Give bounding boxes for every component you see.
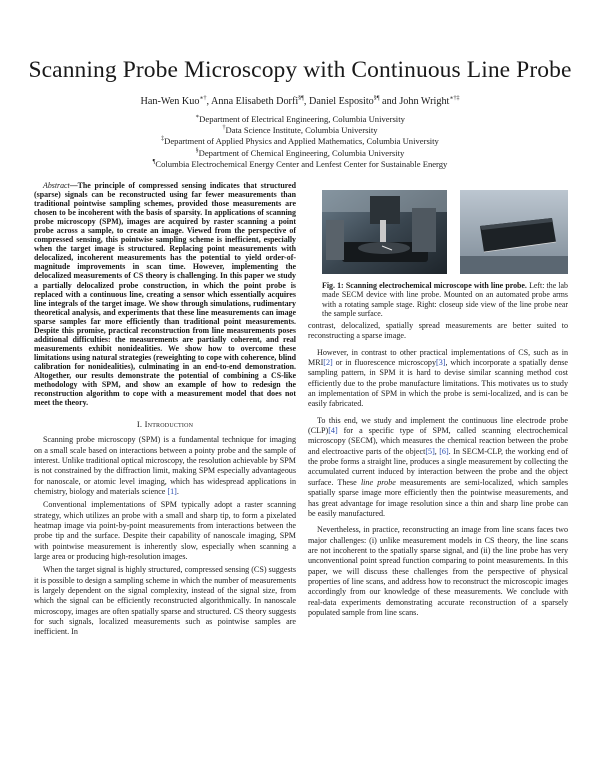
abstract [34,181,296,407]
paragraph-text: To this end, we study and implement the continuous line electrode probe (CLP) [308,415,568,436]
author-name: Daniel Esposito [308,96,374,107]
paragraph-text: contrast, delocalized, spatially spread measurements are better suited to reconstructing a sparse image. [308,321,568,341]
body-paragraph [308,525,568,618]
figure-1 [308,190,568,274]
secm-device-photo [322,190,447,274]
author-marks: ∗† [199,95,207,102]
citation-link[interactable]: [2] [323,358,333,368]
affiliation-line [0,159,600,170]
affiliation-line [0,136,600,147]
affiliations [0,114,600,170]
affiliation-line [0,148,600,159]
body-paragraph [308,348,568,410]
author-name: John Wright [399,96,450,107]
body-paragraph [308,416,568,519]
paragraph-text: , [434,446,440,456]
body-paragraph [34,565,296,637]
paragraph-text: Conventional implementations of SPM typically adopt a raster scanning strategy, which utilizes an probe with a small and sharp tip, to form a pixelated heatmap image via point-by-point measurements from interactions between the probe tip and the surface. Despite their capability of nanoscale imaging, SPM with pointwise measurement is inherently slow, especially when scanning a large area or producing high-resolution images. [34,500,296,561]
paragraph-text: Scanning probe microscopy (SPM) is a fundamental technique for imaging on a small scale based on interactions between a pointy probe and the sample of interest. Unlike traditional optical microscopy, the resolution achievable by SPM is not constrained by the diffraction limit, making SPM especially advantageous for nanoscale, or atomic level imaging, which has widespread applications in chemistry, biology and materials science [34,435,296,496]
paragraph-text: However, in contrast to other practical implementations of CS, such as in MRI [308,347,568,368]
paragraph-text: Nevertheless, in practice, reconstructing an image from line scans faces two major challenges: (i) unlike measurement models in CS theory, the line scans are not incoherent to the spatially sparse signal, and (ii) the line probe has very unconventional point spread function comparing to point measurements. In this paper, we will discuss these challenges from the perspective of physical properties of line scans, and address how to reconstruct the microscopic images accordingly from our knowledge of these measurements. We conclude with real-data experiments demonstrating accurate reconstruction of a sparsely populated sample from line scans. [308,525,568,617]
abstract-dash: — [69,181,78,190]
section-heading [34,419,296,429]
author-line [0,96,600,107]
figure-caption-text: Left: the lab made SECM device with line probe. Mounted on an automated probe arms with a rotating sample stage. Right: closeup side view of the line probe near the sample surface. [322,281,568,319]
author-marks: ∗†‡ [449,95,460,102]
affiliation-mark: ∗ [195,114,200,121]
affiliation-mark: ¶ [152,158,156,165]
line-probe-closeup-photo [460,190,568,274]
figure-block [308,190,568,319]
author-marks: §¶ [373,95,380,102]
affiliation-text: Department of Electrical Engineering, Columbia University [199,114,405,124]
left-column [34,181,296,641]
intro-right-text [308,321,568,621]
affiliation-text: Department of Chemical Engineering, Columbia University [198,147,405,158]
affiliation-text: Department of Applied Physics and Applied Mathematics, Columbia University [164,136,439,147]
affiliation-mark: § [195,147,199,154]
section-title: Introduction [144,419,194,430]
citation-link[interactable]: [6] [439,446,449,456]
paper-title: Scanning Probe Microscopy with Continuous Line Probe [28,57,572,83]
emphasized-text: line probe [360,477,396,487]
figure-caption [322,281,568,319]
citation-link[interactable]: [1] [167,486,177,496]
paragraph-text: for a specific type of SPM, called scanning electrochemical microscopy (SECM), which measures the chemical reaction between the probe and electroactive parts of the object [308,426,568,456]
section-number: I. [136,419,143,430]
author-marks: §¶ [298,95,304,102]
intro-left-text [34,435,296,638]
affiliation-mark: † [222,125,226,132]
affiliation-mark: ‡ [161,136,165,143]
body-paragraph [34,435,296,497]
paragraph-text: measurements are semi-localized, which samples spatially sparse image more efficiently then the pointwise measurements, and has great advantage for image resolution since a thin and sharp line probe can be easily manufactured. [308,477,568,518]
paragraph-text: When the target signal is highly structured, compressed sensing (CS) suggests it is possible to design a sampling scheme in which the number of measurements is largely dependent on the signal complexity, instead of the signal size, from which the signal can be efficiently reconstructed algorithmically. In nanoscale microscopy, images are often spatially sparse and structured. CS theory suggests for such signals, localized measurements such as pointwise samples are inefficient. In [34,565,296,637]
body-paragraph [34,500,296,562]
author-name: Anna Elisabeth Dorfi [211,96,299,107]
author-separator: and [379,96,400,107]
affiliation-text: Columbia Electrochemical Energy Center and Lenfest Center for Sustainable Energy [155,158,448,169]
figure-label: Fig. 1: [322,281,344,290]
citation-link[interactable]: [5] [425,446,435,456]
author-separator: , [206,96,212,107]
abstract-text: The principle of compressed sensing indicates that structured (sparse) signals can be reconstructed using far fewer measurements than traditional pointwise sampling schemes, provided those measurements are chosen to be incoherent with the basis of sparsity. In applications of scanning probe microscopy (SPM), images are acquired by raster scanning a point probe across a sample, to create an image. Viewed from the perspective of compressed sensing, this pointwise sampling scheme is inefficient, especially when the target image is structured. Replacing point measurements with delocalized, incoherent measurements has the potential to yield order-of-magnitude improvements in scan time. However, implementing the delocalized measurements of CS theory is challenging. In this paper we study a partially delocalized probe construction, in which the point probe is replaced with a continuous line, creating a sensor which essentially acquires line integrals of the target image. We show through simulations, rudimentary theoretical analysis, and experiments that these line measurements can image sparse samples far more efficiently than traditional point measurements. Despite this promise, practical reconstruction from line measurements poses additional difficulties: the measurements are partially coherent, and real measurements exhibit nonidealities. We show how to overcome these limitations using natural strategies (reweighting to cope with coherence, blind calibration for nonidealities), culminating in an end-to-end demonstration. Altogether, our results demonstrate the potential of combining a CS-like methodology with SPM, and show an example of how to redesign the reconstruction algorithm to cope with a measurement model that does not meet the theory. [34,181,296,408]
citation-link[interactable]: [4] [328,426,338,436]
affiliation-text: Data Science Institute, Columbia University [225,125,378,136]
paragraph-text: , which incorporate a spatially dense sampling pattern, in SPM it is hard to devise similar scanning method cost efficiently due to the probe manufacture limitations. This motivates us to study an implementation of SPM in which the probe is semi-localized, and is can be easily fabricated. [308,358,568,409]
affiliation-line [0,114,600,125]
figure-bold-text: Scanning electrochemical microscope with line probe. [343,281,527,290]
author-separator: , [303,96,309,107]
author-name: Han-Wen Kuo [140,96,200,107]
abstract-label: Abstract [43,181,70,190]
affiliation-line [0,125,600,136]
paragraph-text: or in fluorescence microscopy [332,358,436,368]
paragraph-text: . [176,486,179,496]
body-paragraph [308,321,568,342]
paragraph-text: . In SECM-CLP, the working end of the probe forms a straight line, produces a single measurement by collecting the accumulated current induced by interaction between the probe and the object surface. These [308,446,569,487]
citation-link[interactable]: [3] [436,358,446,368]
